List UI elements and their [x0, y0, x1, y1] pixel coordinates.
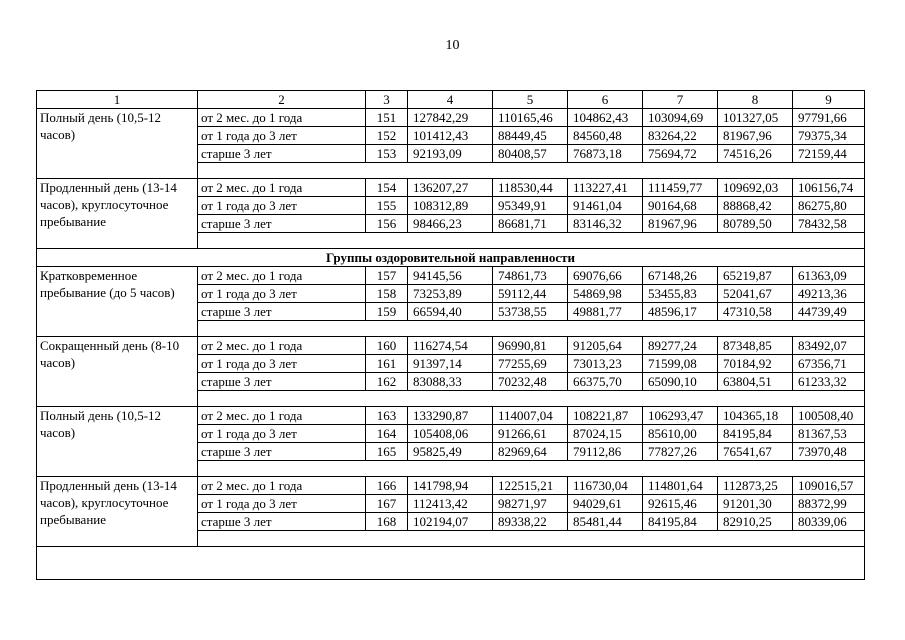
- empty-cell: [198, 163, 865, 179]
- age-group: от 2 мес. до 1 года: [198, 407, 366, 425]
- row-code: 155: [366, 197, 408, 215]
- value-cell: 89338,22: [493, 513, 568, 531]
- value-cell: 97791,66: [793, 109, 865, 127]
- row-code: 156: [366, 215, 408, 233]
- value-cell: 108312,89: [408, 197, 493, 215]
- value-cell: 91205,64: [568, 337, 643, 355]
- age-group: старше 3 лет: [198, 443, 366, 461]
- value-cell: 59112,44: [493, 285, 568, 303]
- value-cell: 136207,27: [408, 179, 493, 197]
- group-label: Полный день (10,5-12 часов): [37, 109, 198, 179]
- column-number: 4: [408, 91, 493, 109]
- column-number: 9: [793, 91, 865, 109]
- table-row: [37, 477, 865, 495]
- value-cell: 67148,26: [643, 267, 718, 285]
- row-code: 168: [366, 513, 408, 531]
- value-cell: 84195,84: [643, 513, 718, 531]
- value-cell: 122515,21: [493, 477, 568, 495]
- row-code: 163: [366, 407, 408, 425]
- age-group: старше 3 лет: [198, 373, 366, 391]
- age-group: от 1 года до 3 лет: [198, 285, 366, 303]
- value-cell: 49881,77: [568, 303, 643, 321]
- value-cell: 90164,68: [643, 197, 718, 215]
- value-cell: 69076,66: [568, 267, 643, 285]
- value-cell: 113227,41: [568, 179, 643, 197]
- column-number-row: [37, 91, 865, 109]
- value-cell: 85610,00: [643, 425, 718, 443]
- column-number: 2: [198, 91, 366, 109]
- value-cell: 86681,71: [493, 215, 568, 233]
- value-cell: 84560,48: [568, 127, 643, 145]
- value-cell: 65219,87: [718, 267, 793, 285]
- age-group: от 1 года до 3 лет: [198, 197, 366, 215]
- value-cell: 48596,17: [643, 303, 718, 321]
- value-cell: 104365,18: [718, 407, 793, 425]
- group-label: Продленный день (13-14 часов), круглосуточное пребывание: [37, 179, 198, 249]
- row-code: 165: [366, 443, 408, 461]
- empty-cell: [198, 233, 865, 249]
- group-label: Кратковременное пребывание (до 5 часов): [37, 267, 198, 337]
- column-number: 3: [366, 91, 408, 109]
- value-cell: 70232,48: [493, 373, 568, 391]
- age-group: от 1 года до 3 лет: [198, 355, 366, 373]
- group-label: Сокращенный день (8-10 часов): [37, 337, 198, 407]
- column-number: 7: [643, 91, 718, 109]
- empty-cell: [198, 461, 865, 477]
- table-row: [37, 109, 865, 127]
- value-cell: 49213,36: [793, 285, 865, 303]
- row-code: 153: [366, 145, 408, 163]
- value-cell: 92193,09: [408, 145, 493, 163]
- row-code: 158: [366, 285, 408, 303]
- value-cell: 101327,05: [718, 109, 793, 127]
- value-cell: 98271,97: [493, 495, 568, 513]
- value-cell: 88868,42: [718, 197, 793, 215]
- value-cell: 79375,34: [793, 127, 865, 145]
- age-group: от 2 мес. до 1 года: [198, 109, 366, 127]
- value-cell: 72159,44: [793, 145, 865, 163]
- value-cell: 82969,64: [493, 443, 568, 461]
- table-row: [37, 179, 865, 197]
- empty-cell: [198, 391, 865, 407]
- value-cell: 104862,43: [568, 109, 643, 127]
- value-cell: 100508,40: [793, 407, 865, 425]
- value-cell: 66594,40: [408, 303, 493, 321]
- value-cell: 112413,42: [408, 495, 493, 513]
- value-cell: 91201,30: [718, 495, 793, 513]
- column-number: 1: [37, 91, 198, 109]
- value-cell: 106293,47: [643, 407, 718, 425]
- age-group: старше 3 лет: [198, 303, 366, 321]
- value-cell: 85481,44: [568, 513, 643, 531]
- row-code: 151: [366, 109, 408, 127]
- row-code: 166: [366, 477, 408, 495]
- value-cell: 103094,69: [643, 109, 718, 127]
- value-cell: 118530,44: [493, 179, 568, 197]
- column-number: 8: [718, 91, 793, 109]
- row-code: 159: [366, 303, 408, 321]
- value-cell: 127842,29: [408, 109, 493, 127]
- value-cell: 53455,83: [643, 285, 718, 303]
- age-group: старше 3 лет: [198, 145, 366, 163]
- empty-cell: [198, 531, 865, 547]
- value-cell: 88449,45: [493, 127, 568, 145]
- row-code: 157: [366, 267, 408, 285]
- age-group: старше 3 лет: [198, 513, 366, 531]
- value-cell: 94145,56: [408, 267, 493, 285]
- value-cell: 105408,06: [408, 425, 493, 443]
- value-cell: 76873,18: [568, 145, 643, 163]
- value-cell: 81367,53: [793, 425, 865, 443]
- row-code: 164: [366, 425, 408, 443]
- value-cell: 47310,58: [718, 303, 793, 321]
- value-cell: 92615,46: [643, 495, 718, 513]
- section-title: Группы оздоровительной направленности: [37, 249, 865, 267]
- age-group: от 2 мес. до 1 года: [198, 267, 366, 285]
- age-group: от 1 года до 3 лет: [198, 495, 366, 513]
- page-number: 10: [445, 38, 460, 53]
- value-cell: 96990,81: [493, 337, 568, 355]
- value-cell: 80339,06: [793, 513, 865, 531]
- table-row: [37, 407, 865, 425]
- age-group: от 2 мес. до 1 года: [198, 337, 366, 355]
- value-cell: 54869,98: [568, 285, 643, 303]
- value-cell: 111459,77: [643, 179, 718, 197]
- value-cell: 84195,84: [718, 425, 793, 443]
- value-cell: 78432,58: [793, 215, 865, 233]
- value-cell: 83146,32: [568, 215, 643, 233]
- value-cell: 77255,69: [493, 355, 568, 373]
- value-cell: 91266,61: [493, 425, 568, 443]
- value-cell: 110165,46: [493, 109, 568, 127]
- tariff-table: [36, 90, 865, 580]
- value-cell: 44739,49: [793, 303, 865, 321]
- value-cell: 52041,67: [718, 285, 793, 303]
- row-code: 154: [366, 179, 408, 197]
- value-cell: 87348,85: [718, 337, 793, 355]
- value-cell: 101412,43: [408, 127, 493, 145]
- row-code: 162: [366, 373, 408, 391]
- value-cell: 114801,64: [643, 477, 718, 495]
- value-cell: 94029,61: [568, 495, 643, 513]
- age-group: от 1 года до 3 лет: [198, 127, 366, 145]
- group-label: Полный день (10,5-12 часов): [37, 407, 198, 477]
- value-cell: 141798,94: [408, 477, 493, 495]
- value-cell: 95825,49: [408, 443, 493, 461]
- value-cell: 65090,10: [643, 373, 718, 391]
- row-code: 167: [366, 495, 408, 513]
- value-cell: 67356,71: [793, 355, 865, 373]
- value-cell: 63804,51: [718, 373, 793, 391]
- value-cell: 53738,55: [493, 303, 568, 321]
- value-cell: 83492,07: [793, 337, 865, 355]
- section-header-row: [37, 249, 865, 267]
- value-cell: 82910,25: [718, 513, 793, 531]
- value-cell: 75694,72: [643, 145, 718, 163]
- row-code: 160: [366, 337, 408, 355]
- value-cell: 91397,14: [408, 355, 493, 373]
- table-row: [37, 267, 865, 285]
- value-cell: 80789,50: [718, 215, 793, 233]
- column-number: 5: [493, 91, 568, 109]
- value-cell: 61233,32: [793, 373, 865, 391]
- value-cell: 79112,86: [568, 443, 643, 461]
- age-group: от 2 мес. до 1 года: [198, 477, 366, 495]
- footer-empty-row: [37, 547, 865, 580]
- value-cell: 109692,03: [718, 179, 793, 197]
- value-cell: 108221,87: [568, 407, 643, 425]
- value-cell: 87024,15: [568, 425, 643, 443]
- value-cell: 71599,08: [643, 355, 718, 373]
- value-cell: 109016,57: [793, 477, 865, 495]
- value-cell: 116730,04: [568, 477, 643, 495]
- group-label: Продленный день (13-14 часов), круглосуточное пребывание: [37, 477, 198, 547]
- value-cell: 81967,96: [643, 215, 718, 233]
- value-cell: 102194,07: [408, 513, 493, 531]
- empty-cell: [198, 321, 865, 337]
- value-cell: 95349,91: [493, 197, 568, 215]
- value-cell: 89277,24: [643, 337, 718, 355]
- value-cell: 83088,33: [408, 373, 493, 391]
- value-cell: 70184,92: [718, 355, 793, 373]
- value-cell: 77827,26: [643, 443, 718, 461]
- value-cell: 88372,99: [793, 495, 865, 513]
- value-cell: 98466,23: [408, 215, 493, 233]
- value-cell: 91461,04: [568, 197, 643, 215]
- age-group: старше 3 лет: [198, 215, 366, 233]
- value-cell: 73970,48: [793, 443, 865, 461]
- age-group: от 2 мес. до 1 года: [198, 179, 366, 197]
- column-number: 6: [568, 91, 643, 109]
- value-cell: 83264,22: [643, 127, 718, 145]
- empty-cell: [37, 547, 865, 580]
- value-cell: 76541,67: [718, 443, 793, 461]
- value-cell: 116274,54: [408, 337, 493, 355]
- value-cell: 106156,74: [793, 179, 865, 197]
- row-code: 152: [366, 127, 408, 145]
- value-cell: 73253,89: [408, 285, 493, 303]
- value-cell: 73013,23: [568, 355, 643, 373]
- table-row: [37, 337, 865, 355]
- value-cell: 74861,73: [493, 267, 568, 285]
- value-cell: 133290,87: [408, 407, 493, 425]
- age-group: от 1 года до 3 лет: [198, 425, 366, 443]
- value-cell: 66375,70: [568, 373, 643, 391]
- value-cell: 80408,57: [493, 145, 568, 163]
- value-cell: 114007,04: [493, 407, 568, 425]
- value-cell: 74516,26: [718, 145, 793, 163]
- value-cell: 86275,80: [793, 197, 865, 215]
- value-cell: 61363,09: [793, 267, 865, 285]
- value-cell: 81967,96: [718, 127, 793, 145]
- row-code: 161: [366, 355, 408, 373]
- value-cell: 112873,25: [718, 477, 793, 495]
